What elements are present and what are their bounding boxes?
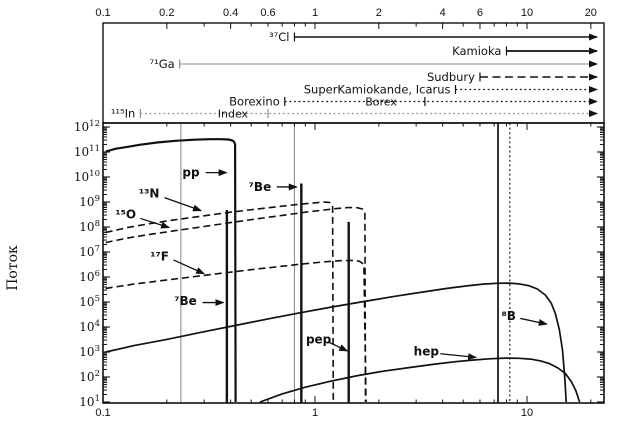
annotation-arrow	[329, 342, 347, 350]
y-axis	[74, 119, 604, 409]
top-axis-tick-label: 0.2	[159, 7, 175, 19]
curve-label: ⁷Be	[174, 293, 197, 308]
y-axis-tick-label: $10^6$	[79, 269, 100, 284]
top-axis-tick-label: 0.4	[222, 7, 239, 19]
x-axis-tick-label: 0.1	[95, 407, 111, 419]
experiment-row-1	[452, 44, 597, 58]
curve-hep	[260, 358, 580, 402]
experiment-label: ³⁷Cl	[269, 30, 290, 44]
y-axis-tick-label: $10^7$	[79, 244, 100, 259]
curve-label: ⁸B	[501, 309, 516, 324]
annotation-arrow	[164, 198, 201, 211]
annotation-B-7	[502, 309, 547, 324]
annotation-pep-6	[306, 332, 347, 351]
experiment-label: Kamioka	[452, 44, 502, 58]
curve-label: hep	[413, 344, 439, 359]
y-axis-tick-label: $10^4$	[79, 319, 100, 334]
annotation-Be-1	[249, 180, 297, 194]
y-axis-tick-label: $10^1$	[79, 394, 100, 409]
annotation-hep-8	[414, 344, 476, 358]
curve-label: pep	[305, 332, 332, 347]
experiment-label: Sudbury	[426, 70, 475, 84]
y-axis-title: Поток	[5, 245, 21, 291]
experiment-row-4	[304, 83, 597, 97]
y-axis-tick-label: $10^8$	[79, 219, 100, 234]
y-axis-tick-label: $10^{10}$	[73, 169, 100, 184]
experiment-label: Borexino	[229, 94, 280, 109]
top-axis	[95, 7, 597, 29]
curve-label: ¹⁵O	[115, 207, 137, 222]
x-axis-tick-label: 1	[311, 407, 319, 419]
annotation-N-2	[139, 186, 201, 210]
annotation-arrow	[520, 318, 546, 324]
experiment-label: ⁷¹Ga	[149, 57, 175, 71]
experiment-row-2	[149, 57, 597, 71]
curve-label: ¹³N	[138, 186, 160, 201]
experiment-ranges	[111, 30, 597, 121]
y-axis-tick-label: $10^{12}$	[73, 119, 100, 134]
curve-label: ¹⁷F	[150, 249, 169, 264]
chart-render-root	[74, 7, 604, 419]
top-axis-tick-label: 1	[311, 7, 319, 19]
annotation-arrow	[173, 260, 204, 274]
y-axis-tick-label: $10^9$	[79, 194, 100, 209]
curve-pp	[106, 139, 236, 402]
top-axis-tick-label: 2	[375, 7, 382, 19]
annotation-arrow	[140, 218, 169, 227]
annotation-pp-0	[182, 166, 226, 180]
annotation-Be-5	[174, 294, 223, 308]
experiment-label: SuperKamiokande, Icarus	[303, 82, 451, 97]
top-axis-tick-label: 6	[476, 7, 484, 19]
experiment-row-3	[427, 70, 597, 84]
y-axis-tick-label: $10^3$	[79, 344, 100, 359]
experiment-row-0	[269, 30, 597, 44]
experiment-mid-label: Index	[217, 107, 249, 121]
experiment-row-6	[111, 107, 597, 121]
top-axis-tick-label: 4	[439, 7, 446, 19]
top-axis-tick-label: 0.1	[95, 7, 111, 19]
curve-label: pp	[182, 165, 200, 180]
top-axis-tick-label: 0.6	[260, 7, 276, 19]
spectra-curves	[106, 139, 580, 402]
y-axis-tick-label: $10^2$	[79, 369, 100, 384]
y-axis-tick-label: $10^{11}$	[73, 144, 100, 159]
top-axis-tick-label: 20	[584, 7, 597, 19]
curve-label: ⁷Be	[248, 179, 272, 194]
experiment-mid-label: Borex	[365, 95, 397, 109]
plot-x-ticks	[95, 123, 590, 419]
annotation-F-4	[150, 250, 204, 274]
annotation-arrow	[440, 354, 476, 358]
top-axis-tick-label: 10	[520, 7, 534, 19]
experiment-label: ¹¹⁵In	[110, 106, 136, 121]
experiment-row-5	[229, 95, 597, 109]
y-axis-tick-label: $10^5$	[79, 294, 100, 309]
x-axis-tick-label: 10	[520, 407, 534, 419]
monoenergetic-lines	[227, 183, 349, 403]
plot-border	[103, 123, 604, 403]
experiment-panel-border	[103, 23, 604, 123]
